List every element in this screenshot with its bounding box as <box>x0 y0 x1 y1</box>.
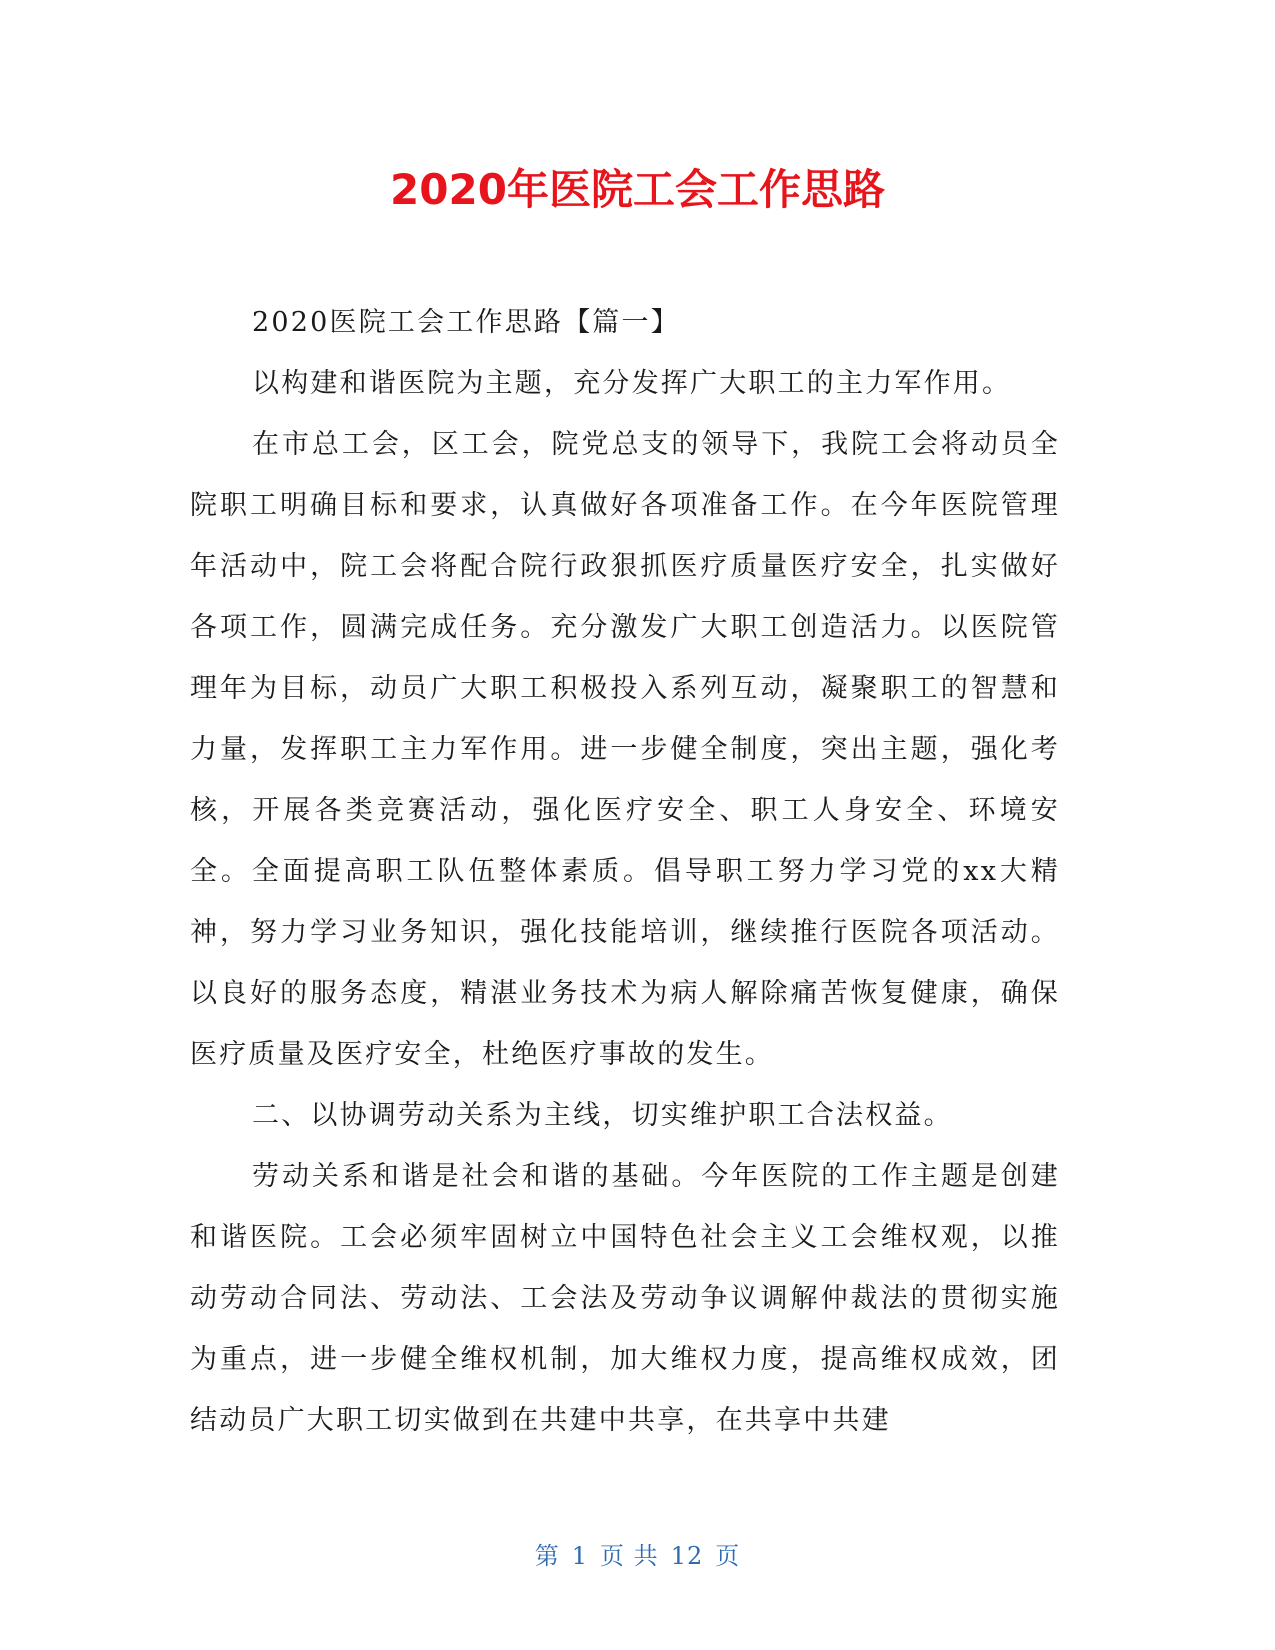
paragraph-4: 劳动关系和谐是社会和谐的基础。今年医院的工作主题是创建和谐医院。工会必须牢固树立中国特色社会主义工会维权观，以推动劳动合同法、劳动法、工会法及劳动争议调解仲裁法的贯彻实施为重点，进一步健全维权机制，加大维权力度，提高维权成效，团结动员广大职工切实做到在共建中共享，在共享中共建 <box>190 1161 1060 1436</box>
paragraph-1: 以构建和谐医院为主题，充分发挥广大职工的主力军作用。 <box>252 368 1012 399</box>
document-body <box>190 292 1060 1451</box>
paragraph-heading: 2020医院工会工作思路【篇一】 <box>252 307 680 338</box>
footer-mid: 页 共 <box>600 1542 659 1570</box>
footer-page-number: 1 <box>571 1542 589 1570</box>
paragraph-2: 在市总工会，区工会，院党总支的领导下，我院工会将动员全院职工明确目标和要求，认真做好各项准备工作。在今年医院管理年活动中，院工会将配合院行政狠抓医疗质量医疗安全，扎实做好各项工作，圆满完成任务。充分激发广大职工创造活力。以医院管理年为目标，动员广大职工积极投入系列互动，凝聚职工的智慧和力量，发挥职工主力军作用。进一步健全制度，突出主题，强化考核，开展各类竞赛活动，强化医疗安全、职工人身安全、环境安全。全面提高职工队伍整体素质。倡导职工努力学习党的xx大精神，努力学习业务知识，强化技能培训，继续推行医院各项活动。以良好的服务态度，精湛业务技术为病人解除痛苦恢复健康，确保医疗质量及医疗安全，杜绝医疗事故的发生。 <box>190 429 1060 1070</box>
footer-total-pages: 12 <box>670 1542 704 1570</box>
page-footer <box>0 1536 1275 1571</box>
footer-suffix: 页 <box>715 1542 741 1570</box>
paragraph-3: 二、以协调劳动关系为主线，切实维护职工合法权益。 <box>252 1100 953 1131</box>
footer-prefix: 第 <box>534 1542 560 1570</box>
document-title: 2020年医院工会工作思路 <box>390 165 885 214</box>
